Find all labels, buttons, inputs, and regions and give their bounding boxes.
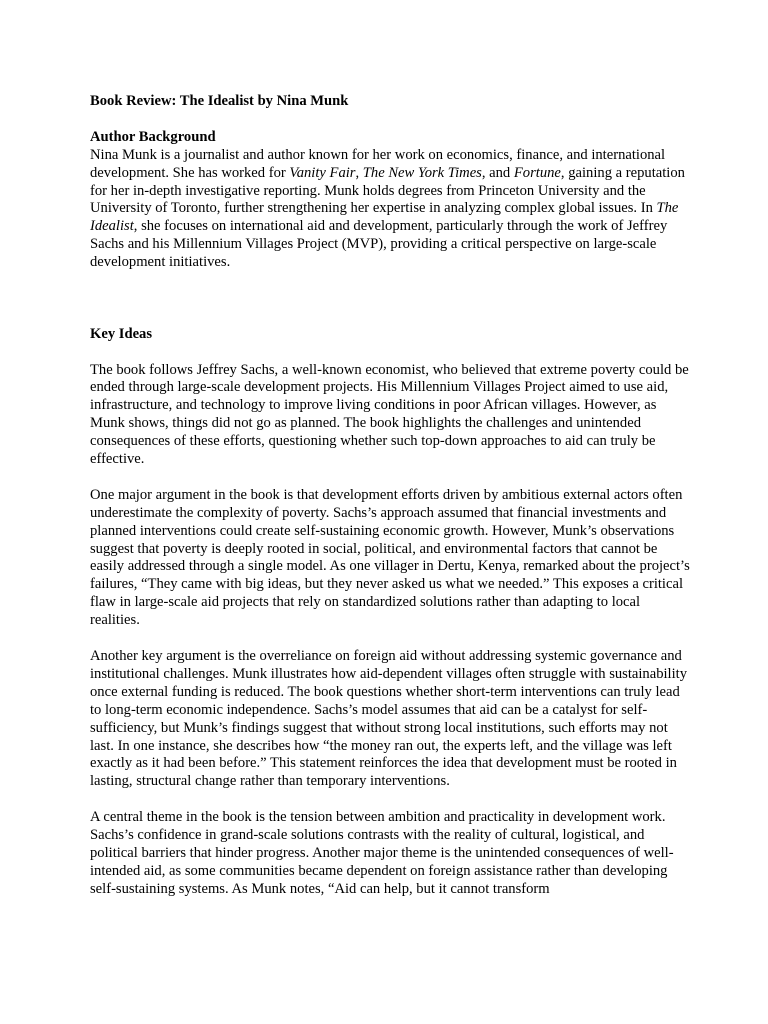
author-background-text-2: , gaining a reputation for her in-depth investigative reporting. Munk holds degrees from Princeton University and the University of Toronto, further strengthening her expertise in analyzing complex global issues. In [90,164,685,217]
author-background-text-3: , she focuses on international aid and development, particularly through the work of Jeffrey Sachs and his Millennium Villages Project (MVP), providing a critical perspective on large-scale development initiatives. [90,218,668,271]
author-background-paragraph [90,147,690,272]
publication-nyt: The New York Times [362,164,482,181]
book-title: The Idealist [90,200,679,235]
key-ideas-paragraph: A central theme in the book is the tension between ambition and practicality in development work. Sachs’s confidence in grand-scale solutions contrasts with the reality of cultural, logistical, and political barriers that hinder progress. Another major theme is the unintended consequences of well-intended aid, as some communities became dependent on foreign assistance rather than developing self-sustaining systems. As Munk notes, “Aid can help, but it cannot transform [90,809,674,897]
spacer [90,344,690,362]
key-ideas-paragraph: The book follows Jeffrey Sachs, a well-known economist, who believed that extreme poverty could be ended through large-scale development projects. His Millennium Villages Project aimed to use aid, infrastructure, and technology to improve living conditions in poor African villages. However, as Munk shows, things did not go as planned. The book highlights the challenges and unintended consequences of these efforts, questioning whether such top-down approaches to aid can truly be effective. [90,361,689,468]
spacer [90,111,690,129]
author-background-text-1: Nina Munk is a journalist and author known for her work on economics, finance, and international development. She has worked for [90,146,666,181]
key-ideas-heading: Key Ideas [90,325,153,342]
spacer [90,630,690,648]
spacer [90,791,690,809]
publication-fortune: Fortune [513,164,561,181]
document-page [90,93,690,899]
spacer [90,272,690,326]
spacer [90,469,690,487]
author-background-heading: Author Background [90,128,216,145]
key-ideas-paragraph: Another key argument is the overreliance on foreign aid without addressing systemic governance and institutional challenges. Munk illustrates how aid-dependent villages often struggle with sustainability once external funding is reduced. The book questions whether short-term interventions can truly lead to long-term economic independence. Sachs’s model assumes that aid can be a catalyst for self-sufficiency, but Munk’s findings suggest that without strong local institutions, such efforts may not last. In one instance, she describes how “the money ran out, the experts left, and the village was left exactly as it had been before.” This statement reinforces the idea that development must be rooted in lasting, structural change rather than temporary interventions. [90,648,688,790]
separator: , [355,164,363,181]
separator: , and [481,164,514,181]
document-title: Book Review: The Idealist by Nina Munk [90,93,349,109]
publication-vanity-fair: Vanity Fair [289,164,356,181]
key-ideas-paragraph: One major argument in the book is that development efforts driven by ambitious external actors often underestimate the complexity of poverty. Sachs’s approach assumed that financial investments and planned interventions could create self-sustaining economic growth. However, Munk’s observations suggest that poverty is deeply rooted in social, political, and environmental factors that cannot be easily addressed through a single model. As one villager in Dertu, Kenya, remarked about the project’s failures, “They came with big ideas, but they never asked us what we needed.” This exposes a critical flaw in large-scale aid projects that rely on standardized solutions rather than adapting to local realities. [90,486,690,629]
